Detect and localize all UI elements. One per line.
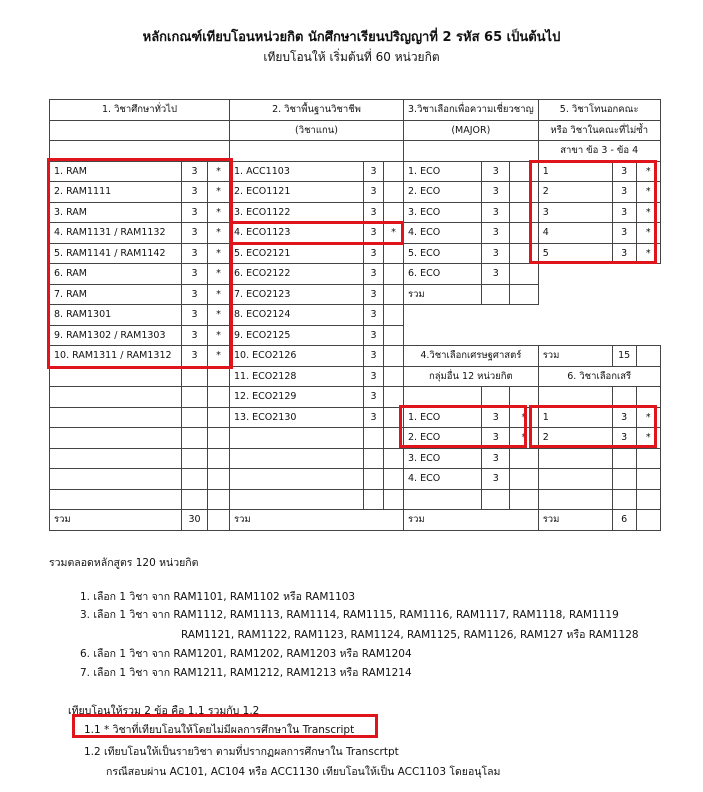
transfer-mark: * [510, 428, 539, 449]
highlight-eco1123 [229, 221, 404, 245]
transfer-mark [384, 325, 404, 346]
choice-note-3b: RAM1121, RAM1122, RAM1123, RAM1124, RAM1125, RAM1126, RAM127 หรือ RAM1128 [181, 629, 639, 641]
course-code: 10. RAM1311 / RAM1312 [50, 346, 182, 367]
spacer [538, 325, 660, 346]
table-cell [208, 428, 230, 449]
table-cell [538, 489, 612, 510]
rule-1-2: 1.2 เทียบโอนให้เป็นรายวิชา ตามที่ปรากฏผลการศึกษาใน Transcrtpt [84, 746, 399, 758]
course-credit: 3 [182, 325, 208, 346]
course-code: 9. RAM1302 / RAM1303 [50, 325, 182, 346]
course-credit: 3 [482, 161, 510, 182]
table-cell [612, 448, 636, 469]
course-code: 1. ECO [404, 161, 482, 182]
total-label: รวม [538, 510, 612, 531]
table-cell [182, 428, 208, 449]
course-credit: 3 [364, 182, 384, 203]
course-credit: 3 [364, 366, 384, 387]
table-row [50, 387, 661, 408]
table-cell [384, 469, 404, 490]
course-code: 6. RAM [50, 264, 182, 285]
table-cell [50, 469, 182, 490]
course-credit: 3 [612, 182, 636, 203]
spacer [538, 264, 660, 285]
course-credit: 3 [612, 243, 636, 264]
course-code: 1. ACC1103 [230, 161, 364, 182]
table-cell [182, 448, 208, 469]
course-credit: 3 [182, 182, 208, 203]
course-code: 3 [538, 202, 612, 223]
transfer-mark: * [208, 202, 230, 223]
spacer [538, 305, 660, 326]
table-cell [208, 469, 230, 490]
course-credit: 3 [482, 202, 510, 223]
table-cell [404, 489, 482, 510]
course-credit: 3 [182, 161, 208, 182]
general-total: 30 [182, 510, 208, 531]
header-core-sub: (วิชาแกน) [230, 120, 404, 141]
table-row [50, 510, 661, 531]
table-row [50, 100, 661, 121]
curriculum-total-note: รวมตลอดหลักสูตร 120 หน่วยกิต [49, 557, 199, 569]
course-credit: 3 [182, 305, 208, 326]
transfer-mark: * [208, 325, 230, 346]
header-major: 3.วิชาเลือกเพื่อความเชี่ยวชาญ [404, 100, 539, 121]
table-cell [404, 387, 482, 408]
table-cell [182, 489, 208, 510]
course-credit: 3 [364, 264, 384, 285]
table-cell [50, 448, 182, 469]
transfer-mark [510, 448, 539, 469]
total-label: รวม [538, 346, 612, 367]
table-cell [510, 489, 539, 510]
course-code: 4. ECO [404, 223, 482, 244]
header-other-sub: หรือ วิชาในคณะที่ไม่ซ้ำ [538, 120, 660, 141]
transfer-mark: * [208, 305, 230, 326]
transfer-mark [384, 243, 404, 264]
table-cell [50, 428, 182, 449]
course-code: 2. ECO [404, 182, 482, 203]
transfer-mark: * [636, 182, 660, 203]
course-credit: 3 [182, 284, 208, 305]
table-row [50, 489, 661, 510]
choice-note-6: 6. เลือก 1 วิชา จาก RAM1201, RAM1202, RAM1203 หรือ RAM1204 [80, 648, 412, 660]
table-cell [208, 407, 230, 428]
course-code: 7. RAM [50, 284, 182, 305]
page-title: หลักเกณฑ์เทียบโอนหน่วยกิต นักศึกษาเรียนปริญญาที่ 2 รหัส 65 เป็นต้นไป [142, 30, 561, 45]
table-cell [636, 387, 660, 408]
course-credit: 3 [182, 223, 208, 244]
course-code: 3. RAM [50, 202, 182, 223]
table-cell [636, 489, 660, 510]
course-code: 1 [538, 407, 612, 428]
table-cell [510, 264, 539, 285]
course-code: 9. ECO2125 [230, 325, 364, 346]
course-credit: 3 [364, 305, 384, 326]
course-code: 6. ECO2122 [230, 264, 364, 285]
course-credit: 3 [364, 161, 384, 182]
transfer-mark: * [636, 161, 660, 182]
course-code: 10. ECO2126 [230, 346, 364, 367]
table-row [50, 448, 661, 469]
table-cell [482, 284, 510, 305]
course-credit: 3 [482, 264, 510, 285]
transfer-mark [384, 387, 404, 408]
table-cell [182, 387, 208, 408]
course-credit: 3 [612, 223, 636, 244]
free-total: 6 [612, 510, 636, 531]
table-row [50, 469, 661, 490]
table-cell [636, 448, 660, 469]
transfer-total-note: เทียบโอนให้รวม 2 ข้อ คือ 1.1 รวมกับ 1.2 [68, 705, 260, 717]
header-econ-elective: 4.วิชาเลือกเศรษฐศาสตร์ [404, 346, 539, 367]
table-cell [482, 387, 510, 408]
transfer-mark: * [208, 264, 230, 285]
header-free-elective: 6. วิชาเลือกเสรี [538, 366, 660, 387]
transfer-mark: * [636, 223, 660, 244]
highlight-econ-elective [399, 405, 527, 448]
course-code: 1. ECO [404, 407, 482, 428]
course-credit: 3 [182, 264, 208, 285]
course-code: 1 [538, 161, 612, 182]
transfer-mark: * [208, 346, 230, 367]
total-label: รวม [230, 510, 404, 531]
course-code: 2. RAM1111 [50, 182, 182, 203]
total-label: รวม [404, 284, 482, 305]
table-cell [230, 489, 364, 510]
rule-1-1: 1.1 * วิชาที่เทียบโอนให้โดยไม่มีผลการศึกษาใน Transcript [84, 724, 355, 736]
table-cell [364, 448, 384, 469]
header-major-blank [404, 141, 539, 162]
transfer-mark: * [636, 243, 660, 264]
table-cell [50, 387, 182, 408]
course-code: 7. ECO2123 [230, 284, 364, 305]
transfer-mark [510, 469, 539, 490]
total-label: รวม [404, 510, 539, 531]
course-credit: 3 [364, 325, 384, 346]
header-core-blank [230, 141, 404, 162]
table-cell [510, 387, 539, 408]
course-credit: 3 [182, 243, 208, 264]
transfer-mark [384, 161, 404, 182]
course-code: 6. ECO [404, 264, 482, 285]
table-cell [510, 284, 539, 305]
course-code: 4. ECO [404, 469, 482, 490]
transfer-mark: * [208, 182, 230, 203]
table-cell [208, 448, 230, 469]
rule-1-2-detail: กรณีสอบผ่าน AC101, AC104 หรือ ACC1130 เทียบโอนให้เป็น ACC1103 โดยอนุโลม [106, 766, 501, 778]
course-code: 2 [538, 182, 612, 203]
course-credit: 3 [612, 161, 636, 182]
course-code: 3. ECO1122 [230, 202, 364, 223]
course-credit: 3 [612, 202, 636, 223]
highlight-minor-courses [529, 160, 657, 264]
course-code: 5. ECO2121 [230, 243, 364, 264]
transfer-mark: * [208, 284, 230, 305]
transfer-mark: * [636, 428, 660, 449]
transfer-mark [384, 366, 404, 387]
course-credit: 3 [482, 428, 510, 449]
table-cell [182, 407, 208, 428]
table-cell [538, 448, 612, 469]
table-row [50, 366, 661, 387]
course-code: 12. ECO2129 [230, 387, 364, 408]
choice-note-7: 7. เลือก 1 วิชา จาก RAM1211, RAM1212, RAM1213 หรือ RAM1214 [80, 667, 412, 679]
transfer-mark [384, 284, 404, 305]
course-credit: 3 [364, 387, 384, 408]
header-general: 1. วิชาศึกษาทั่วไป [50, 100, 230, 121]
course-credit: 3 [482, 448, 510, 469]
table-cell [230, 448, 364, 469]
course-code: 13. ECO2130 [230, 407, 364, 428]
course-credit: 3 [482, 223, 510, 244]
course-code: 5. RAM1141 / RAM1142 [50, 243, 182, 264]
table-cell [384, 489, 404, 510]
table-cell [364, 469, 384, 490]
course-credit: 3 [482, 243, 510, 264]
transfer-mark: * [636, 407, 660, 428]
table-cell [538, 387, 612, 408]
course-credit: 3 [482, 407, 510, 428]
transfer-mark: * [208, 223, 230, 244]
course-credit: 3 [182, 202, 208, 223]
header-other: 5. วิชาโทนอกคณะ [538, 100, 660, 121]
spacer [404, 325, 539, 346]
course-code: 1. RAM [50, 161, 182, 182]
course-code: 3. ECO [404, 202, 482, 223]
table-cell [208, 510, 230, 531]
table-cell [182, 366, 208, 387]
course-code: 2 [538, 428, 612, 449]
course-code: 4. RAM1131 / RAM1132 [50, 223, 182, 244]
course-code: 2. ECO1121 [230, 182, 364, 203]
transfer-mark: * [208, 243, 230, 264]
course-credit: 3 [482, 182, 510, 203]
course-code: 5. ECO [404, 243, 482, 264]
transfer-mark: * [510, 407, 539, 428]
table-cell [364, 489, 384, 510]
course-credit: 3 [364, 407, 384, 428]
header-core: 2. วิชาพื้นฐานวิชาชีพ [230, 100, 404, 121]
choice-note-3a: 3. เลือก 1 วิชา จาก RAM1112, RAM1113, RAM1114, RAM1115, RAM1116, RAM1117, RAM1118, RAM1119 [80, 609, 619, 621]
course-code: 4. ECO1123 [230, 223, 364, 244]
course-code: 2. ECO [404, 428, 482, 449]
table-cell [612, 387, 636, 408]
table-cell [208, 366, 230, 387]
total-label: รวม [50, 510, 182, 531]
table-cell [50, 407, 182, 428]
course-code: 4 [538, 223, 612, 244]
choice-note-1: 1. เลือก 1 วิชา จาก RAM1101, RAM1102 หรือ RAM1103 [80, 591, 356, 603]
course-code: 3. ECO [404, 448, 482, 469]
table-cell [50, 489, 182, 510]
header-general-blank [50, 120, 230, 141]
transfer-mark: * [208, 161, 230, 182]
transfer-mark [384, 346, 404, 367]
spacer [538, 284, 660, 305]
course-credit: 3 [364, 223, 384, 244]
table-cell [482, 489, 510, 510]
course-credit: 3 [364, 284, 384, 305]
transfer-mark [384, 305, 404, 326]
course-credit: 3 [612, 407, 636, 428]
course-credit: 3 [364, 346, 384, 367]
table-cell [230, 469, 364, 490]
table-cell [182, 469, 208, 490]
header-major-sub: (MAJOR) [404, 120, 539, 141]
transfer-mark: * [384, 223, 404, 244]
header-other-sub2: สาขา ข้อ 3 - ข้อ 4 [538, 141, 660, 162]
course-code: 8. ECO2124 [230, 305, 364, 326]
highlight-free-elective [529, 405, 657, 448]
transfer-mark: * [636, 202, 660, 223]
table-cell [612, 469, 636, 490]
table-cell [50, 366, 182, 387]
course-credit: 3 [482, 469, 510, 490]
spacer [404, 305, 539, 326]
course-credit: 3 [612, 428, 636, 449]
course-code: 8. RAM1301 [50, 305, 182, 326]
course-code: 5 [538, 243, 612, 264]
transfer-mark [384, 264, 404, 285]
table-row [50, 120, 661, 141]
course-credit: 3 [182, 346, 208, 367]
table-cell [364, 428, 384, 449]
table-cell [384, 448, 404, 469]
other-total: 15 [612, 346, 636, 367]
transfer-mark [384, 202, 404, 223]
table-cell [208, 387, 230, 408]
course-credit: 3 [364, 202, 384, 223]
table-cell [230, 428, 364, 449]
table-cell [612, 489, 636, 510]
table-cell [636, 346, 660, 367]
transfer-mark [384, 182, 404, 203]
table-cell [636, 510, 660, 531]
course-credit: 3 [364, 243, 384, 264]
course-code: 11. ECO2128 [230, 366, 364, 387]
table-cell [538, 469, 612, 490]
header-econ-elective-sub: กลุ่มอื่น 12 หน่วยกิต [404, 366, 539, 387]
table-cell [636, 469, 660, 490]
page-subtitle: เทียบโอนให้ เริ่มต้นที่ 60 หน่วยกิต [263, 50, 440, 64]
table-cell [208, 489, 230, 510]
highlight-general-education [47, 158, 233, 369]
